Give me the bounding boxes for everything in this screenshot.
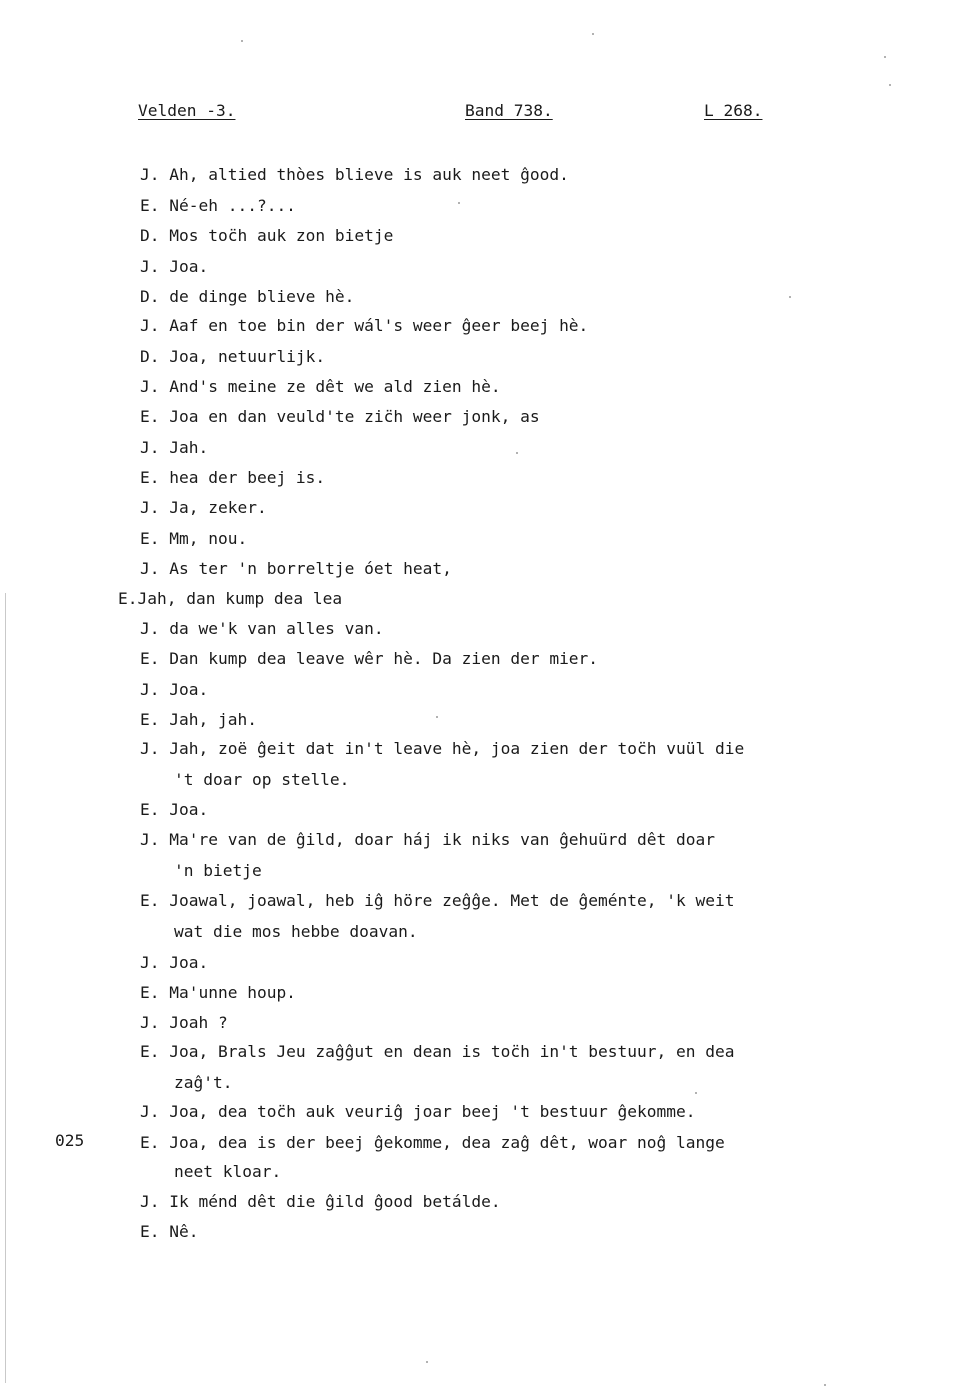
transcript-line: J. Jah. [140,438,209,457]
transcript-line: E.Jah, dan kump dea lea [118,589,343,608]
transcript-line: D. de dinge blieve hè. [140,287,355,306]
margin-number: 025 [55,1131,85,1150]
scan-speck [436,716,438,718]
transcript-line: wat die mos hebbe doavan. [174,922,418,941]
transcript-line: E. Joawal, joawal, heb iĝ höre zeĝĝe. Met de ĝeménte, 'k weit [140,891,735,910]
transcript-line: J. Joa. [140,953,209,972]
header-location: Velden -3. [138,101,236,120]
scan-speck [789,296,791,298]
transcript-line: E. Joa en dan veuld'te zic̈h weer jonk, as [140,407,540,426]
transcript-line: J. As ter 'n borreltje óet heat, [140,559,452,578]
transcript-line: J. Joa. [140,680,209,699]
transcript-line: E. Nê. [140,1222,199,1241]
header-page-code: L 268. [704,101,763,120]
transcript-line: J. Aaf en toe bin der wál's weer ĝeer beej hè. [140,316,589,335]
scan-speck [458,202,460,204]
transcript-line: J. Ah, altied thòes blieve is auk neet ĝood. [140,165,569,184]
transcript-line: D. Joa, netuurlijk. [140,347,326,366]
transcript-line: E. Ma'unne houp. [140,983,296,1002]
scan-speck [592,33,594,35]
header-band: Band 738. [465,101,553,120]
transcript-line: J. And's meine ze dêt we ald zien hè. [140,377,501,396]
scan-speck [695,1092,697,1094]
transcript-line: E. hea der beej is. [140,468,326,487]
scan-speck [426,1361,428,1363]
transcript-line: E. Joa, Brals Jeu zaĝĝut en dean is toc̈h in't bestuur, en dea [140,1042,735,1061]
transcript-line: E. Joa, dea is der beej ĝekomme, dea zaĝ dêt, woar noĝ lange [140,1133,725,1152]
transcript-line: J. da we'k van alles van. [140,619,384,638]
transcript-line: J. Ik ménd dêt die ĝild ĝood betálde. [140,1192,501,1211]
transcript-line: J. Joah ? [140,1013,228,1032]
transcript-line: E. Dan kump dea leave wêr hè. Da zien der mier. [140,649,599,668]
transcript-line: E. Né-eh ...?... [140,196,296,215]
transcript-line: J. Ja, zeker. [140,498,267,517]
scan-speck [824,1384,826,1386]
transcript-line: neet kloar. [174,1162,282,1181]
transcript-line: J. Jah, zoë ĝeit dat in't leave hè, joa zien der toc̈h vuül die [140,739,745,758]
scan-speck [241,40,243,42]
transcript-line: J. Joa, dea toc̈h auk veuriĝ joar beej 't bestuur ĝekomme. [140,1102,696,1121]
transcript-line: E. Jah, jah. [140,710,257,729]
transcript-line: J. Joa. [140,257,209,276]
scan-speck [884,56,886,58]
scan-speck [516,452,518,454]
transcript-line: 't doar op stelle. [174,770,350,789]
transcript-line: D. Mos toc̈h auk zon bietje [140,226,394,245]
transcript-line: E. Joa. [140,800,209,819]
transcript-line: J. Ma're van de ĝild, doar háj ik niks van ĝehuürd dêt doar [140,830,715,849]
transcript-line: E. Mm, nou. [140,529,248,548]
scan-speck [889,84,891,86]
transcript-line: zaĝ't. [174,1073,233,1092]
transcript-line: 'n bietje [174,861,262,880]
